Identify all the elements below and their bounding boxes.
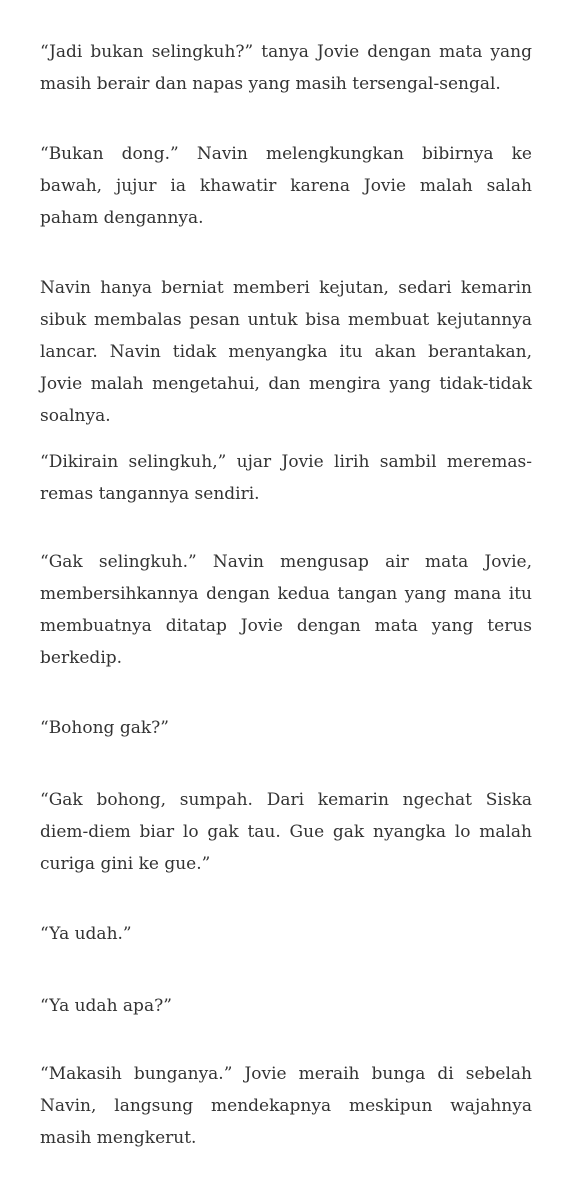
paragraph-5: “Gak selingkuh.” Navin mengusap air mata Jovie, membersihkannya dengan kedua tangan yang mana itu membuatnya ditatap Jovie dengan mata yang terus berkedip. [40, 552, 532, 668]
story-page [40, 0, 532, 1200]
paragraph-8: “Ya udah.” [40, 924, 132, 944]
paragraph-1: “Jadi bukan selingkuh?” tanya Jovie dengan mata yang masih berair dan napas yang masih tersengal-sengal. [40, 42, 532, 94]
paragraph-4: “Dikirain selingkuh,” ujar Jovie lirih sambil meremas-remas tangannya sendiri. [40, 452, 532, 504]
paragraph-9: “Ya udah apa?” [40, 996, 172, 1016]
paragraph-3: Navin hanya berniat memberi kejutan, sedari kemarin sibuk membalas pesan untuk bisa membuat kejutannya lancar. Navin tidak menyangka itu akan berantakan, Jovie malah mengetahui, dan mengira yang tidak-tidak soalnya. [40, 278, 532, 426]
paragraph-10: “Makasih bunganya.” Jovie meraih bunga di sebelah Navin, langsung mendekapnya meskipun wajahnya masih mengkerut. [40, 1064, 532, 1148]
paragraph-7: “Gak bohong, sumpah. Dari kemarin ngechat Siska diem-diem biar lo gak tau. Gue gak nyangka lo malah curiga gini ke gue.” [40, 790, 532, 874]
paragraph-6: “Bohong gak?” [40, 718, 169, 738]
paragraph-2: “Bukan dong.” Navin melengkungkan bibirnya ke bawah, jujur ia khawatir karena Jovie malah salah paham dengannya. [40, 144, 532, 228]
